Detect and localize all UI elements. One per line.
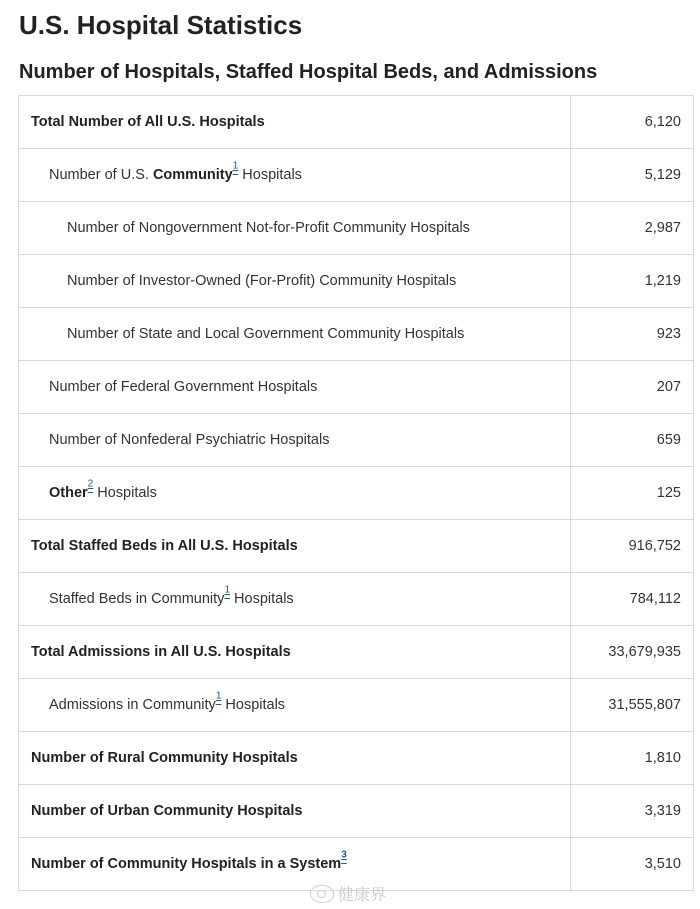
row-label: Total Staffed Beds in All U.S. Hospitals <box>19 520 571 573</box>
row-label: Number of Investor-Owned (For-Profit) Community Hospitals <box>19 255 571 308</box>
row-label: Number of Nonfederal Psychiatric Hospitals <box>19 414 571 467</box>
table-row <box>19 414 694 467</box>
row-label: Admissions in Community$^1$ Hospitals <box>19 679 571 732</box>
row-value: 659 <box>571 414 694 467</box>
table-row <box>19 202 694 255</box>
row-value: 3,510 <box>571 838 694 891</box>
footnote-link[interactable]: 1 <box>224 584 230 596</box>
other-term: Other <box>49 485 88 502</box>
row-label: Number of Nongovernment Not-for-Profit Community Hospitals <box>19 202 571 255</box>
weibo-icon <box>310 885 334 903</box>
row-value: 916,752 <box>571 520 694 573</box>
row-label: Number of Rural Community Hospitals <box>19 732 571 785</box>
row-label: Other$^2$ Hospitals <box>19 467 571 520</box>
section-title: Number of Hospitals, Staffed Hospital Beds, and Admissions <box>19 61 598 83</box>
row-value: 207 <box>571 361 694 414</box>
row-value: 1,810 <box>571 732 694 785</box>
row-value: 1,219 <box>571 255 694 308</box>
table-row <box>19 467 694 520</box>
row-value: 5,129 <box>571 149 694 202</box>
row-value: 2,987 <box>571 202 694 255</box>
table-row <box>19 573 694 626</box>
footnote-link[interactable]: 1 <box>215 690 222 702</box>
table-row <box>19 785 694 838</box>
footnote-link[interactable]: 3 <box>341 849 347 861</box>
community-term: Community <box>152 167 233 184</box>
row-value: 6,120 <box>571 96 694 149</box>
row-label: Total Number of All U.S. Hospitals <box>19 96 571 149</box>
table-row <box>19 679 694 732</box>
row-value: 31,555,807 <box>571 679 694 732</box>
hospital-statistics-table <box>18 95 694 891</box>
watermark <box>310 882 386 905</box>
table-row <box>19 96 694 149</box>
table-row <box>19 626 694 679</box>
row-label: Number of Community Hospitals in a System$^3$ <box>19 838 571 891</box>
row-label: Total Admissions in All U.S. Hospitals <box>19 626 571 679</box>
table-row <box>19 520 694 573</box>
table-row <box>19 361 694 414</box>
row-label: Number of Urban Community Hospitals <box>19 785 571 838</box>
footnote-link[interactable]: 1 <box>232 160 239 172</box>
row-label: Number of State and Local Government Community Hospitals <box>19 308 571 361</box>
footnote-link[interactable]: 2 <box>87 478 94 490</box>
row-value: 3,319 <box>571 785 694 838</box>
table-row <box>19 308 694 361</box>
row-label: Number of Federal Government Hospitals <box>19 361 571 414</box>
row-label: Staffed Beds in Community$^1$ Hospitals <box>19 573 571 626</box>
row-value: 923 <box>571 308 694 361</box>
row-value: 125 <box>571 467 694 520</box>
page-title: U.S. Hospital Statistics <box>19 10 303 40</box>
row-value: 784,112 <box>571 573 694 626</box>
table-row <box>19 255 694 308</box>
table-row <box>19 149 694 202</box>
row-value: 33,679,935 <box>571 626 694 679</box>
table-row <box>19 732 694 785</box>
watermark-text: 健康界 <box>338 885 387 904</box>
row-label: Number of U.S. Community$^1$ Hospitals <box>19 149 571 202</box>
